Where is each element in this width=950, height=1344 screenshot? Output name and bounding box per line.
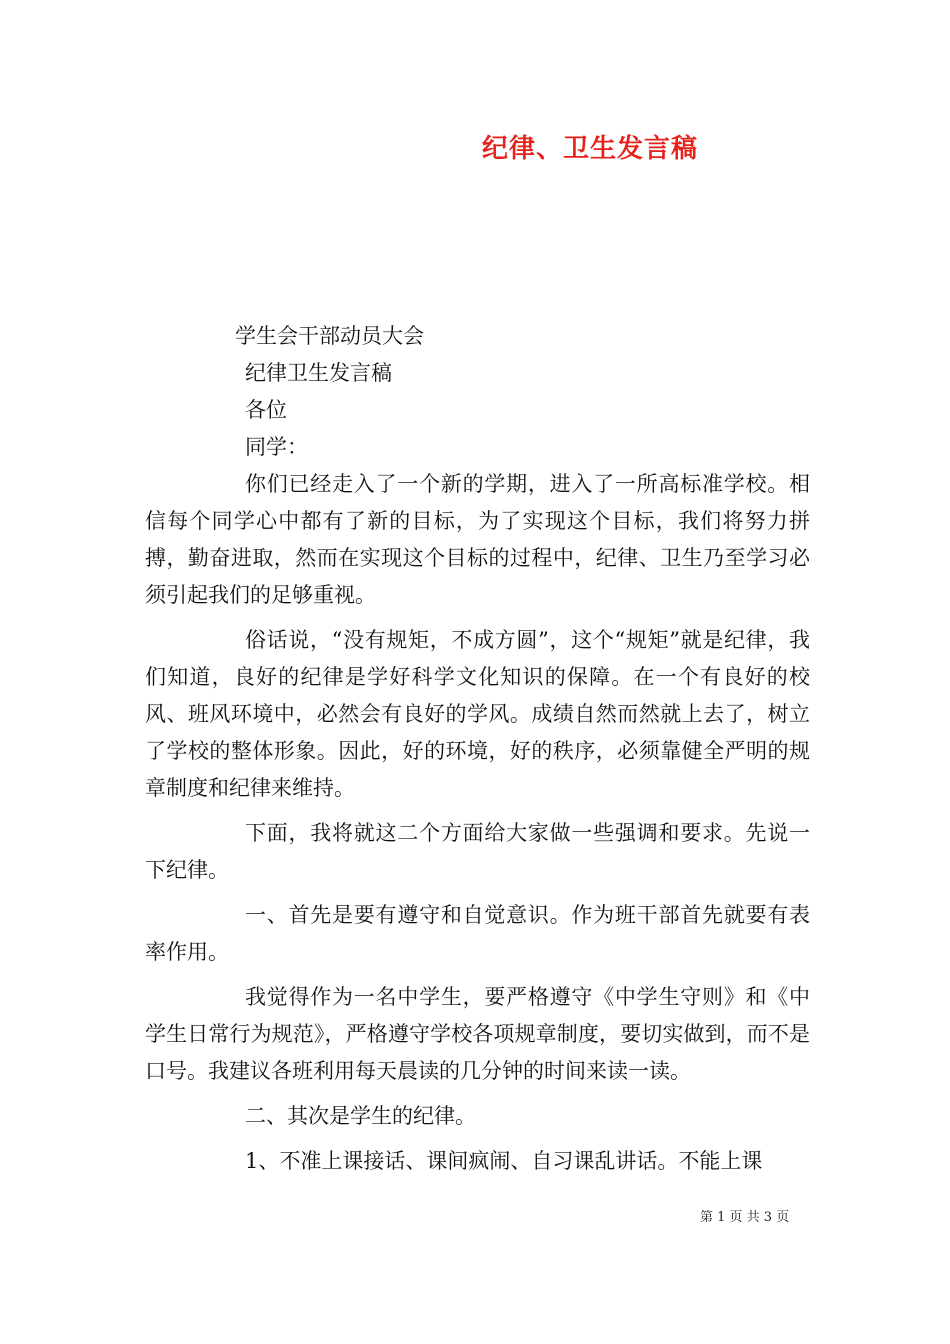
paragraph-gap	[145, 807, 810, 815]
paragraph-gap	[145, 1090, 810, 1098]
paragraph: 我觉得作为一名中学生，要严格遵守《中学生守则》和《中学生日常行为规范》，严格遵守学校各项规章制度，要切实做到，而不是口号。我建议各班利用每天晨读的几分钟的时间来读一读。	[145, 985, 810, 1083]
paragraph: 俗话说，“没有规矩，不成方圆”，这个“规矩”就是纪律，我们知道，良好的纪律是学好科学文化知识的保障。在一个有良好的校风、班风环境中，必然会有良好的学风。成绩自然而然就上去了，树立了学校的整体形象。因此，好的环境，好的秩序，必须靠健全严明的规章制度和纪律来维持。	[145, 628, 810, 800]
header-line-speech: 纪律卫生发言稿	[245, 361, 392, 385]
header-line-greeting: 各位	[245, 398, 287, 422]
page-footer: 第 1 页 共 3 页	[700, 1210, 790, 1225]
paragraph-gap	[145, 889, 810, 897]
paragraph-gap	[145, 1135, 810, 1143]
paragraph: 一、首先是要有遵守和自觉意识。作为班干部首先就要有表率作用。	[145, 903, 810, 964]
paragraph: 1、不准上课接话、课间疯闹、自习课乱讲话。不能上课	[245, 1149, 763, 1173]
paragraph: 二、其次是学生的纪律。	[245, 1104, 476, 1128]
document-body	[145, 318, 810, 1180]
paragraph: 你们已经走入了一个新的学期，进入了一所高标准学校。相信每个同学心中都有了新的目标，为了实现这个目标，我们将努力拼搏，勤奋进取，然而在实现这个目标的过程中，纪律、卫生乃至学习必须引起我们的足够重视。	[145, 472, 810, 607]
paragraph-gap	[145, 614, 810, 622]
paragraph: 下面，我将就这二个方面给大家做一些强调和要求。先说一下纪律。	[145, 821, 810, 882]
header-line-students: 同学：	[245, 435, 308, 459]
document-title: 纪律、卫生发言稿	[481, 134, 698, 164]
header-line-meeting: 学生会干部动员大会	[235, 324, 424, 348]
paragraph-gap	[145, 971, 810, 979]
